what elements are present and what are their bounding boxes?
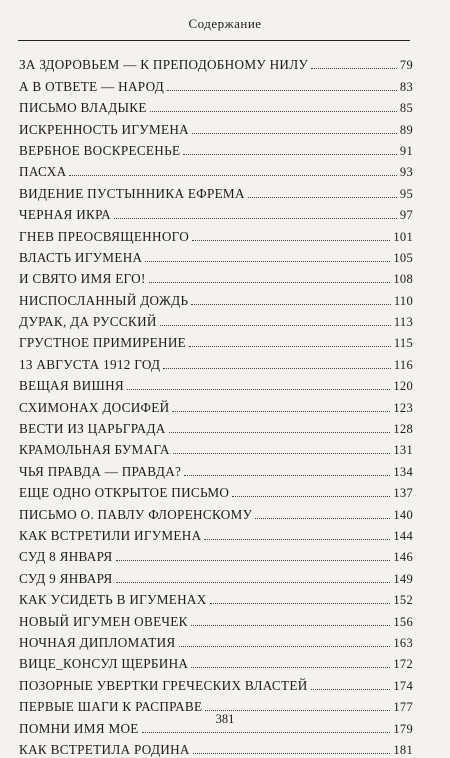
dot-leader [191,625,391,626]
toc-entry-title: ВИДЕНИЕ ПУСТЫННИКА ЕФРЕМА [19,185,245,201]
toc-entry-page: 115 [393,336,413,351]
toc-entry-page: 79 [399,58,413,73]
toc-entry [19,245,413,266]
toc-entry-title: СУД 8 ЯНВАРЯ [19,549,113,565]
toc-entry [19,373,413,394]
dot-leader [172,411,390,412]
toc-entry-title: КАК ВСТРЕТИЛИ ИГУМЕНА [19,527,202,543]
toc-entry-page: 97 [399,208,413,223]
toc-entry-page: 172 [393,657,413,672]
toc-entry-title: ПАСХА [19,164,67,180]
dot-leader [192,133,397,134]
dot-leader [69,175,396,176]
toc-entry-title: КАК ВСТРЕТИЛА РОДИНА [19,741,190,757]
dot-leader [116,560,391,561]
dot-leader [183,154,397,155]
toc-entry-title: ГРУСТНОЕ ПРИМИРЕНИЕ [19,335,187,351]
toc-entry [19,180,413,201]
toc-entry-title: ПИСЬМО О. ПАВЛУ ФЛОРЕНСКОМУ [19,506,253,522]
toc-entry-title: КРАМОЛЬНАЯ БУМАГА [19,442,170,458]
toc-entry [19,159,413,180]
toc-entry [19,672,413,693]
dot-leader [193,753,391,754]
toc-entry [19,52,413,73]
toc-entry-title: ПИСЬМО ВЛАДЫКЕ [19,100,147,116]
dot-leader [204,539,390,540]
toc-entry-page: 146 [393,550,413,565]
toc-entry-title: ЕЩЕ ОДНО ОТКРЫТОЕ ПИСЬМО [19,485,230,501]
dot-leader [149,282,391,283]
toc-entry-title: ВЕРБНОЕ ВОСКРЕСЕНЬЕ [19,142,181,158]
toc-entry-title: А В ОТВЕТЕ — НАРОД [19,78,165,94]
toc-entry-page: 116 [393,357,413,372]
toc-entry-title: ЧЬЯ ПРАВДА — ПРАВДА? [19,463,182,479]
toc-entry [19,138,413,159]
toc-entry [19,351,413,372]
toc-entry [19,416,413,437]
toc-entry-page: 179 [393,721,413,736]
dot-leader [205,710,390,711]
toc-entry-page: 93 [399,165,413,180]
toc-entry-page: 89 [399,122,413,137]
running-header: Содержание [188,16,262,31]
toc-entry-title: ПОЗОРНЫЕ УВЕРТКИ ГРЕЧЕСКИХ ВЛАСТЕЙ [19,677,308,693]
toc-entry [19,737,413,758]
dot-leader [160,325,391,326]
toc-entry-page: 181 [393,742,413,757]
toc-entry-title: ПЕРВЫЕ ШАГИ К РАСПРАВЕ [19,699,203,715]
toc-entry [19,223,413,244]
dot-leader [210,603,391,604]
toc-entry-title: 13 АВГУСТА 1912 ГОД [19,356,161,372]
toc-entry [19,394,413,415]
dot-leader [232,496,390,497]
dot-leader [191,667,390,668]
toc-entry [19,458,413,479]
toc-entry [19,330,413,351]
dot-leader [179,646,391,647]
dot-leader [167,90,397,91]
toc-entry-page: 163 [393,635,413,650]
toc-entry [19,523,413,544]
toc-entry [19,95,413,116]
dot-leader [189,346,391,347]
toc-entry-title: КАК УСИДЕТЬ В ИГУМЕНАХ [19,592,207,608]
toc-entry-page: 128 [393,422,413,437]
toc-entry [19,116,413,137]
dot-leader [114,218,397,219]
toc-entry-page: 101 [393,229,413,244]
toc-entry [19,73,413,94]
toc-entry [19,630,413,651]
toc-entry-title: ПОМНИ ИМЯ МОЕ [19,720,139,736]
dot-leader [311,689,391,690]
dot-leader [173,453,391,454]
dot-leader [150,111,397,112]
toc-entry-page: 149 [393,571,413,586]
dot-leader [255,518,390,519]
toc-entry [19,651,413,672]
toc-entry [19,437,413,458]
dot-leader [311,68,397,69]
toc-entry [19,287,413,308]
toc-entry-title: ИСКРЕННОСТЬ ИГУМЕНА [19,121,189,137]
dot-leader [192,240,390,241]
toc-entry [19,202,413,223]
dot-leader [127,389,390,390]
dot-leader [184,475,390,476]
toc-entry-title: ДУРАК, ДА РУССКИЙ [19,314,157,330]
toc-entry-page: 134 [393,464,413,479]
toc-entry-title: И СВЯТО ИМЯ ЕГО! [19,271,146,287]
table-of-contents [19,52,413,758]
dot-leader [142,732,391,733]
page-number: 381 [215,712,235,726]
dot-leader [248,197,397,198]
toc-entry-title: НОЧНАЯ ДИПЛОМАТИЯ [19,634,176,650]
dot-leader [163,368,391,369]
toc-entry [19,266,413,287]
toc-entry-title: ВИЦЕ_КОНСУЛ ЩЕРБИНА [19,656,189,672]
dot-leader [116,582,391,583]
toc-entry-page: 91 [399,143,413,158]
dot-leader [191,304,390,305]
toc-entry-title: ЗА ЗДОРОВЬЕМ — К ПРЕПОДОБНОМУ НИЛУ [19,57,309,73]
toc-entry [19,501,413,522]
toc-entry [19,544,413,565]
dot-leader [169,432,391,433]
toc-entry-title: СХИМОНАХ ДОСИФЕЙ [19,399,170,415]
toc-entry-page: 123 [393,400,413,415]
toc-entry-page: 156 [393,614,413,629]
toc-entry-title: НОВЫЙ ИГУМЕН ОВЕЧЕК [19,613,188,629]
toc-entry-title: ГНЕВ ПРЕОСВЯЩЕННОГО [19,228,190,244]
toc-entry-page: 177 [393,700,413,715]
toc-entry-page: 131 [393,443,413,458]
toc-entry-page: 83 [399,79,413,94]
toc-entry-page: 152 [393,593,413,608]
toc-entry-page: 120 [393,379,413,394]
dot-leader [145,261,390,262]
toc-entry-title: ВЛАСТЬ ИГУМЕНА [19,249,143,265]
toc-entry-page: 110 [393,293,413,308]
toc-entry [19,608,413,629]
toc-entry-page: 140 [393,507,413,522]
toc-entry-page: 113 [393,315,413,330]
toc-entry-page: 174 [393,678,413,693]
toc-entry [19,565,413,586]
toc-entry-page: 95 [399,186,413,201]
toc-entry-title: ЧЕРНАЯ ИКРА [19,207,111,223]
toc-entry-page: 144 [393,528,413,543]
toc-entry-title: ВЕСТИ ИЗ ЦАРЬГРАДА [19,421,166,437]
toc-entry-title: СУД 9 ЯНВАРЯ [19,570,113,586]
toc-entry-title: ВЕЩАЯ ВИШНЯ [19,378,125,394]
toc-entry [19,480,413,501]
toc-entry-page: 85 [399,101,413,116]
toc-entry-page: 108 [393,272,413,287]
toc-entry [19,587,413,608]
toc-entry-page: 105 [393,250,413,265]
toc-entry-page: 137 [393,486,413,501]
header-rule [18,40,410,41]
toc-entry-title: НИСПОСЛАННЫЙ ДОЖДЬ [19,292,189,308]
toc-entry [19,309,413,330]
